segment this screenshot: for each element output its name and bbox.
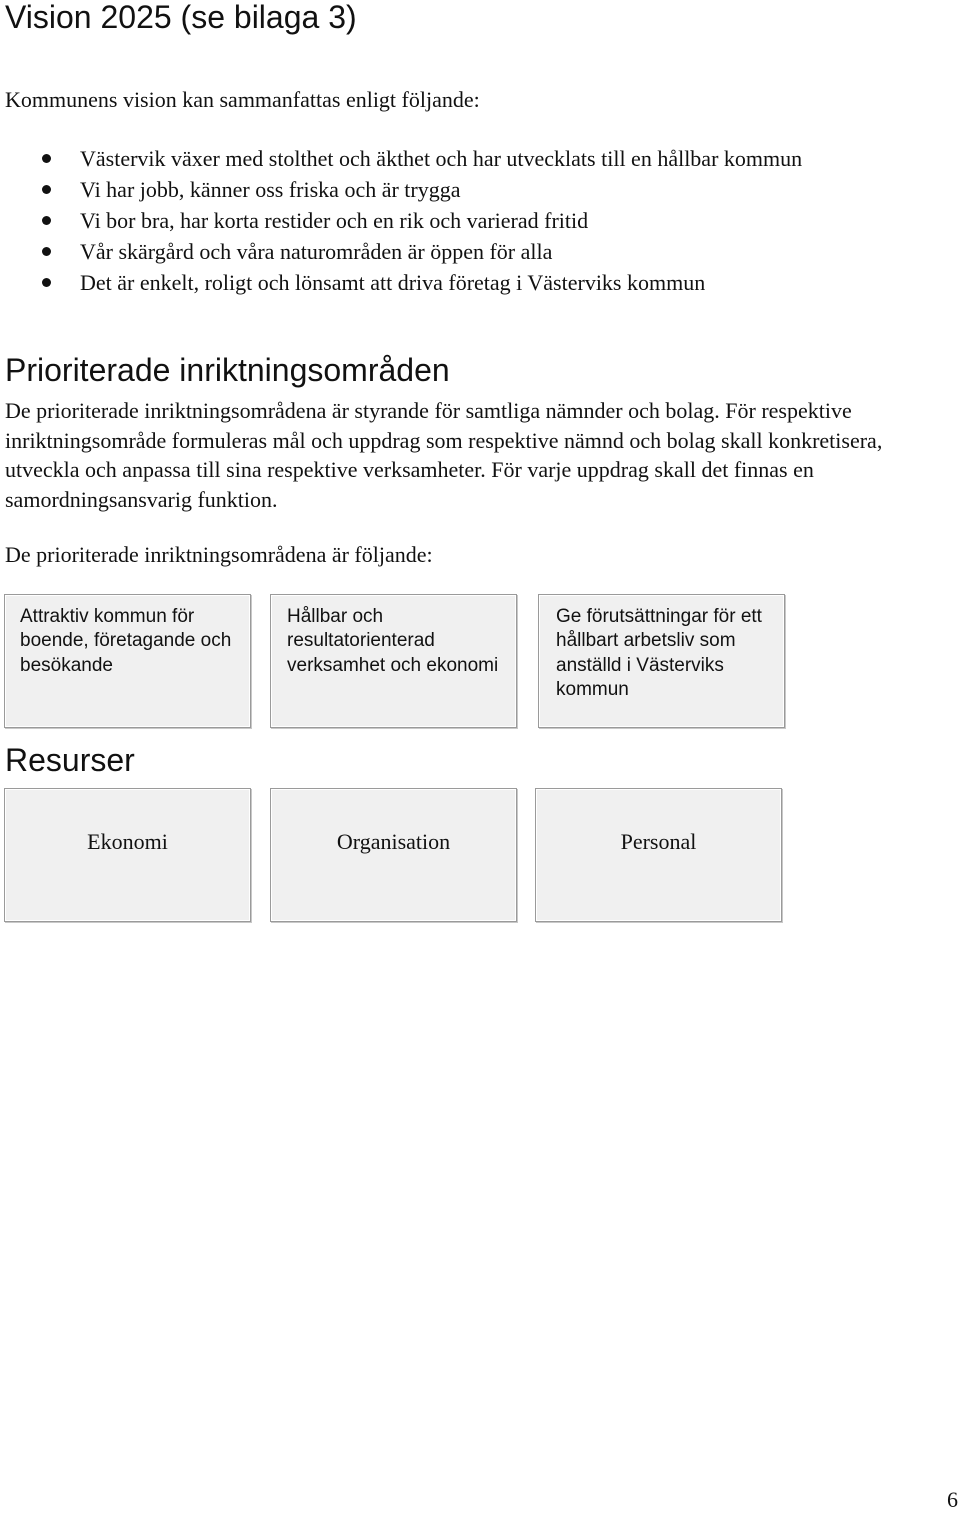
priorities-lead: De prioriterade inriktningsområdena är följande: — [5, 542, 433, 567]
list-item — [0, 143, 802, 174]
resources-heading: Resurser — [5, 742, 135, 778]
page-title: Vision 2025 (se bilaga 3) — [5, 0, 357, 35]
list-item-text: Vi har jobb, känner oss friska och är trygga — [80, 177, 461, 202]
bullet-icon — [42, 216, 51, 225]
list-item — [0, 267, 802, 298]
bullet-icon — [42, 154, 51, 163]
priority-box-label: Ge förutsättningar för ett hållbart arbetsliv som anställd i Västerviks kommun — [556, 606, 762, 700]
resource-box-label: Ekonomi — [87, 828, 168, 854]
list-item-text: Vi bor bra, har korta restider och en rik och varierad fritid — [80, 208, 589, 233]
page-number: 6 — [947, 1487, 958, 1512]
resource-box-organisation — [270, 788, 517, 922]
bullet-icon — [42, 247, 51, 256]
resource-box-label: Personal — [620, 828, 697, 854]
priority-box-label: Attraktiv kommun för boende, företagande och besökande — [20, 606, 232, 676]
priority-box-label: Hållbar och resultatorienterad verksamhet och ekonomi — [287, 606, 499, 676]
list-item-text: Vår skärgård och våra naturområden är öppen för alla — [80, 239, 553, 264]
bullet-icon — [42, 278, 51, 287]
list-item — [0, 174, 802, 205]
vision-list — [0, 143, 802, 298]
bullet-icon — [42, 185, 51, 194]
list-item-text: Det är enkelt, roligt och lönsamt att driva företag i Västerviks kommun — [80, 270, 706, 295]
list-item — [0, 236, 802, 267]
priority-box-sustainable-operations — [270, 594, 517, 728]
resource-box-label: Organisation — [336, 828, 451, 854]
vision-intro: Kommunens vision kan sammanfattas enligt följande: — [5, 87, 480, 112]
priorities-paragraph: De prioriterade inriktningsområdena är styrande för samtliga nämnder och bolag. För respektive inriktningsområde formuleras mål och uppdrag som respektive nämnd och bolag skall konkretisera, utveckla och anpassa till sina respektive verksamheter. För varje uppdrag skall det finnas en samordningsansvarig funktion. — [5, 398, 883, 512]
resource-box-personnel — [535, 788, 782, 922]
list-item — [0, 205, 802, 236]
list-item-text: Västervik växer med stolthet och äkthet och har utvecklats till en hållbar kommun — [80, 146, 803, 171]
priorities-heading: Prioriterade inriktningsområden — [5, 352, 450, 388]
priority-box-sustainable-worklife — [538, 594, 785, 728]
resource-box-economy — [4, 788, 251, 922]
priority-box-attractive-municipality — [4, 594, 251, 728]
